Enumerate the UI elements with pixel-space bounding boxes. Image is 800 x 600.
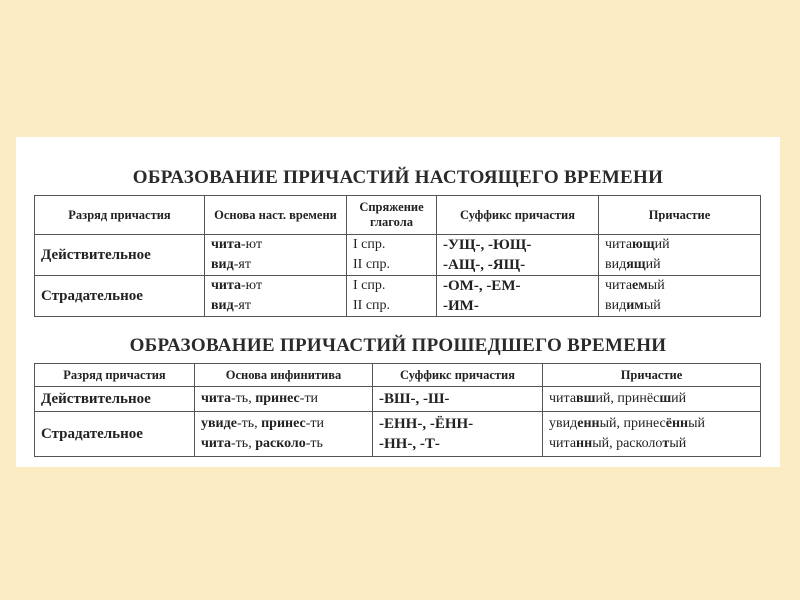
- stem-line: чита-ют: [211, 237, 263, 252]
- table-row: [35, 235, 761, 276]
- participle-cell: [543, 387, 761, 412]
- participle-cell: [543, 412, 761, 457]
- table-row: [35, 387, 761, 412]
- participle-line: читавший, принёсший: [549, 391, 687, 406]
- present-tense-title: ОБРАЗОВАНИЕ ПРИЧАСТИЙ НАСТОЯЩЕГО ВРЕМЕНИ: [132, 167, 664, 188]
- row-kind: Действительное: [35, 387, 195, 412]
- header-stem: Основа наст. времени: [205, 196, 347, 235]
- participle-line: читанный, расколотый: [549, 436, 687, 451]
- suffix-cell: -ЕНН-, -ЁНН- -НН-, -Т-: [373, 412, 543, 457]
- stem-cell: [195, 387, 373, 412]
- table-header-row: [35, 196, 761, 235]
- header-stem: Основа инфинитива: [195, 364, 373, 387]
- stem-line: вид-ят: [211, 298, 251, 313]
- header-suffix: Суффикс причастия: [437, 196, 599, 235]
- row-kind: Страдательное: [35, 276, 205, 317]
- past-tense-title: ОБРАЗОВАНИЕ ПРИЧАСТИЙ ПРОШЕДШЕГО ВРЕМЕНИ: [129, 335, 667, 356]
- conjugation-cell: I спр. II спр.: [347, 276, 437, 317]
- stem-line: чита-ть, принес-ти: [201, 391, 319, 406]
- reference-card: [16, 137, 780, 467]
- header-kind: Разряд причастия: [35, 196, 205, 235]
- stem-cell: [195, 412, 373, 457]
- participle-word: видящий: [605, 257, 661, 272]
- header-kind: Разряд причастия: [35, 364, 195, 387]
- header-conjugation: Спряжение глагола: [347, 196, 437, 235]
- header-suffix: Суффикс причастия: [373, 364, 543, 387]
- conjugation-cell: I спр. II спр.: [347, 235, 437, 276]
- row-kind: Страдательное: [35, 412, 195, 457]
- stem-line: вид-ят: [211, 257, 251, 272]
- stem-cell: [205, 235, 347, 276]
- participle-line: увиденный, принесённый: [549, 416, 706, 431]
- suffix-cell: -ОМ-, -ЕМ- -ИМ-: [437, 276, 599, 317]
- table-row: [35, 412, 761, 457]
- header-participle: Причастие: [599, 196, 761, 235]
- participle-word: читаемый: [605, 278, 665, 293]
- participle-word: видимый: [605, 298, 661, 313]
- row-kind: Действительное: [35, 235, 205, 276]
- table-row: [35, 276, 761, 317]
- suffix-cell: -УЩ-, -ЮЩ- -АЩ-, -ЯЩ-: [437, 235, 599, 276]
- participle-cell: [599, 276, 761, 317]
- stem-line: чита-ют: [211, 278, 263, 293]
- present-tense-table: [34, 195, 761, 317]
- participle-cell: [599, 235, 761, 276]
- participle-word: читающий: [605, 237, 670, 252]
- header-participle: Причастие: [543, 364, 761, 387]
- stem-line: чита-ть, расколо-ть: [201, 436, 323, 451]
- table-header-row: [35, 364, 761, 387]
- stem-line: увиде-ть, принес-ти: [201, 416, 324, 431]
- stem-cell: [205, 276, 347, 317]
- past-tense-table: [34, 363, 761, 457]
- suffix-cell: -ВШ-, -Ш-: [373, 387, 543, 412]
